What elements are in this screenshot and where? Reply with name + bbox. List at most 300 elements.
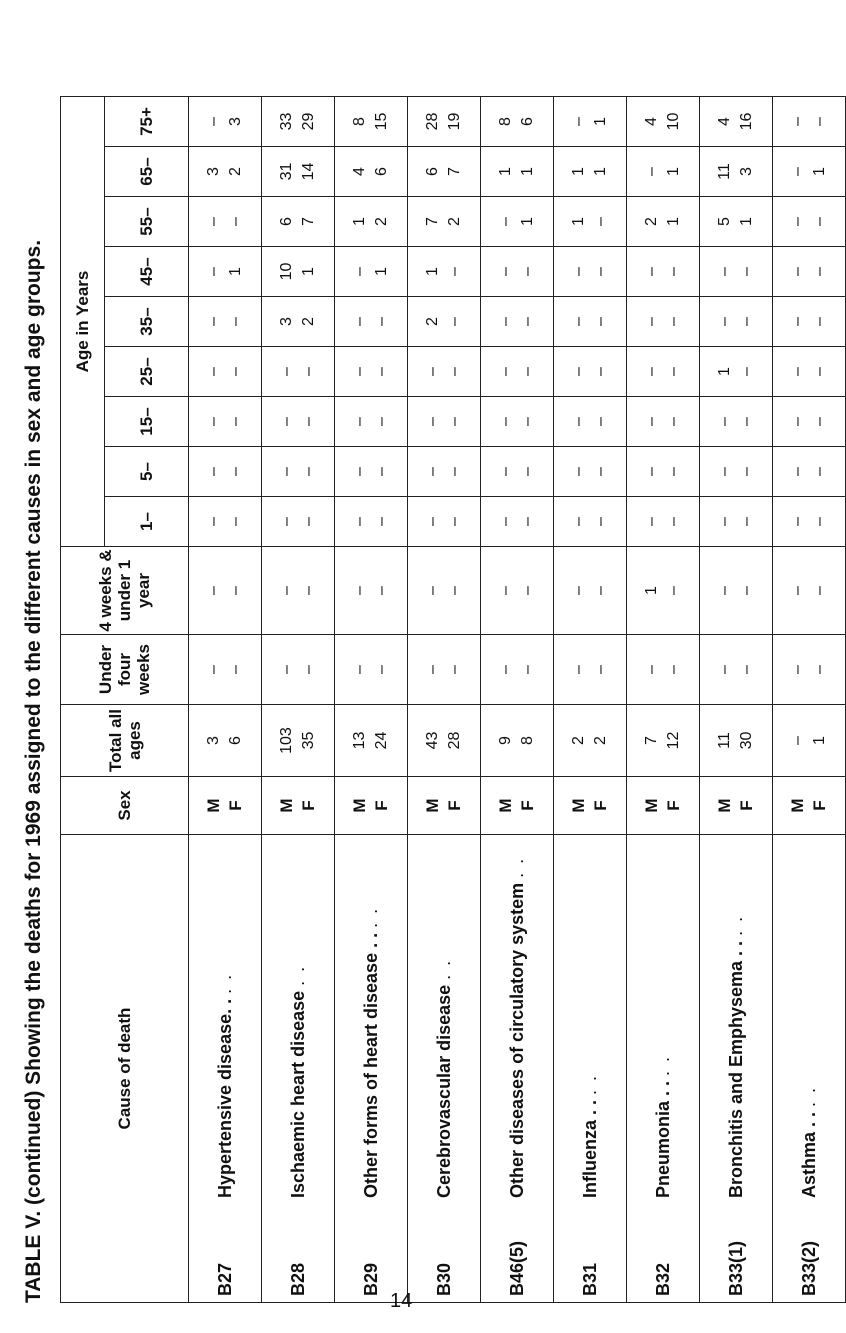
value-cell [335,447,408,497]
value-m: – [570,367,587,376]
value-f: – [665,586,682,595]
value-m: 9 [497,736,514,745]
value-m: 28 [424,112,441,131]
value-cell [189,197,262,247]
value-m: – [643,665,660,674]
value-m: 13 [351,731,368,750]
sex-label-f: F [591,800,610,811]
header-total [61,705,189,777]
value-f: 2 [446,217,463,226]
value-f: 14 [300,162,317,181]
cause-cell [189,835,262,1303]
sex-label-m: M [496,798,515,813]
value-cell [189,347,262,397]
value-m: – [643,367,660,376]
value-f: – [738,665,755,674]
value-f: 7 [300,217,317,226]
value-m: – [424,665,441,674]
value-cell [481,635,554,705]
value-cell [408,97,481,147]
value-cell [262,147,335,197]
value-m: – [570,517,587,526]
value-f: – [519,417,536,426]
table-row [773,97,846,1303]
cause-code: B32 [652,1262,673,1296]
value-f: – [592,517,609,526]
value-f: – [227,367,244,376]
value-f: – [227,467,244,476]
value-cell [481,147,554,197]
sex-label-m: M [788,798,807,813]
value-cell [773,347,846,397]
value-m: 8 [351,117,368,126]
header-four-weeks-to-one-year-label: 4 weeks & under 1 year [96,549,153,632]
cause-cell [773,835,846,1303]
value-f: 30 [738,731,755,750]
value-cell [481,297,554,347]
sex-label-m: M [350,798,369,813]
value-cell [335,247,408,297]
value-f: – [811,367,828,376]
value-cell [700,97,773,147]
value-m: – [205,517,222,526]
value-f: – [738,467,755,476]
value-m: – [570,317,587,326]
value-f: – [592,467,609,476]
value-m: – [205,467,222,476]
cause-name: Pneumonia . . [652,1080,673,1198]
value-cell [262,547,335,635]
cause-leader-dots: . . [579,1073,600,1095]
value-f: 24 [373,731,390,750]
value-m: – [789,417,806,426]
cause-leader-dots: . . [725,914,746,936]
value-f: – [811,467,828,476]
value-m: – [716,586,733,595]
value-f: – [373,517,390,526]
value-cell [627,147,700,197]
value-m: 103 [278,727,295,754]
value-cell [627,197,700,247]
value-m: – [789,467,806,476]
sex-cell [481,777,554,835]
value-f: – [519,586,536,595]
cause-cell [262,835,335,1303]
value-f: – [811,317,828,326]
value-m: 4 [716,117,733,126]
table-title: TABLE V. (continued) Showing the deaths for 1969 assigned to the different causes in sex and age groups. [22,239,45,1303]
value-f: – [446,467,463,476]
value-m: – [789,317,806,326]
value-f: – [811,417,828,426]
value-f: – [373,317,390,326]
value-m: 2 [643,217,660,226]
value-f: – [446,586,463,595]
value-f: – [592,665,609,674]
table-row [627,97,700,1303]
value-f: – [519,517,536,526]
value-m: 11 [716,163,733,180]
value-f: – [373,586,390,595]
value-cell [335,97,408,147]
value-cell [335,397,408,447]
value-cell [262,705,335,777]
value-m: 1 [716,367,733,376]
value-f: – [300,665,317,674]
sex-cell [627,777,700,835]
value-f: – [738,586,755,595]
value-f: 1 [665,217,682,226]
value-m: – [278,586,295,595]
value-f: – [811,117,828,126]
header-under-four-weeks [61,635,189,705]
value-cell [554,497,627,547]
value-f: – [811,267,828,276]
value-f: 1 [519,167,536,176]
value-m: – [716,517,733,526]
value-f: – [227,517,244,526]
value-cell [700,397,773,447]
value-cell [481,447,554,497]
value-f: – [665,267,682,276]
value-m: – [205,217,222,226]
value-m: – [570,467,587,476]
deaths-table [60,96,846,1303]
value-cell [773,297,846,347]
header-under-four-weeks-label: Under four weeks [96,643,153,696]
value-cell [262,635,335,705]
value-f: – [665,367,682,376]
value-m: – [205,317,222,326]
value-m: – [278,367,295,376]
value-f: – [665,517,682,526]
cause-name: Ischaemic heart disease [287,990,308,1198]
header-age-in-years: Age in Years [61,97,105,547]
value-f: – [300,517,317,526]
value-cell [189,635,262,705]
value-f: – [665,467,682,476]
sex-label-m: M [423,798,442,813]
value-cell [700,497,773,547]
value-m: 33 [278,112,295,131]
value-m: – [497,317,514,326]
cause-cell [335,835,408,1303]
value-f: – [811,665,828,674]
value-f: 6 [373,167,390,176]
value-m: 8 [497,117,514,126]
header-sex: Sex [61,777,189,835]
value-f: – [227,586,244,595]
sex-label-f: F [299,800,318,811]
header-age-7: 65– [105,147,189,197]
value-f: – [592,317,609,326]
value-cell [627,347,700,397]
value-cell [627,547,700,635]
value-m: – [570,665,587,674]
value-m: 7 [643,736,660,745]
value-f: 3 [227,117,244,126]
cause-cell [408,835,481,1303]
value-cell [408,705,481,777]
value-m: – [205,665,222,674]
value-m: – [789,217,806,226]
value-f: 1 [373,267,390,276]
sex-label-f: F [372,800,391,811]
value-f: 1 [227,267,244,276]
value-cell [554,247,627,297]
value-m: – [570,417,587,426]
value-cell [408,547,481,635]
value-cell [335,297,408,347]
value-m: – [497,517,514,526]
value-m: 2 [424,317,441,326]
value-f: – [519,665,536,674]
value-f: 19 [446,112,463,131]
value-cell [554,347,627,397]
value-cell [773,97,846,147]
value-m: – [643,317,660,326]
value-m: 43 [424,731,441,750]
value-m: – [424,586,441,595]
value-m: – [789,517,806,526]
value-f: 2 [227,167,244,176]
value-f: 6 [519,117,536,126]
sex-label-m: M [277,798,296,813]
value-f: – [592,367,609,376]
value-cell [627,447,700,497]
value-f: – [665,317,682,326]
value-m: – [716,317,733,326]
value-f: – [446,517,463,526]
cause-leader-dots: . . [433,958,454,980]
value-f: – [300,467,317,476]
value-m: – [789,167,806,176]
value-m: – [351,467,368,476]
value-f: – [300,417,317,426]
value-m: 31 [278,162,295,181]
value-m: – [351,417,368,426]
value-f: – [446,317,463,326]
table-row [700,97,773,1303]
value-m: – [716,665,733,674]
value-cell [481,547,554,635]
value-cell [627,247,700,297]
value-m: – [278,665,295,674]
value-cell [481,197,554,247]
value-cell [335,635,408,705]
value-m: – [497,367,514,376]
value-cell [335,705,408,777]
value-cell [554,635,627,705]
value-cell [554,197,627,247]
value-f: 1 [738,217,755,226]
value-cell [627,497,700,547]
table-row [481,97,554,1303]
sex-label-f: F [664,800,683,811]
value-cell [408,397,481,447]
header-four-weeks-to-one-year [61,547,189,635]
value-cell [773,147,846,197]
value-m: 11 [716,732,733,749]
value-f: – [519,467,536,476]
value-cell [700,297,773,347]
cause-code: B30 [433,1262,454,1296]
sex-label-f: F [518,800,537,811]
cause-name: Other forms of heart disease . . [360,932,381,1198]
value-m: 4 [351,167,368,176]
value-cell [773,497,846,547]
value-cell [700,247,773,297]
value-cell [627,397,700,447]
value-f: – [227,317,244,326]
value-f: 3 [738,167,755,176]
value-cell [189,497,262,547]
page-number: 14 [390,1290,413,1312]
value-f: 1 [592,117,609,126]
cause-code: B31 [579,1262,600,1296]
value-cell [773,447,846,497]
header-age-2: 15– [105,397,189,447]
value-cell [700,447,773,497]
value-m: – [497,417,514,426]
value-f: 29 [300,112,317,131]
cause-name: Cerebrovascular disease [433,984,454,1198]
value-m: – [205,267,222,276]
value-f: 35 [300,731,317,750]
value-f: – [373,665,390,674]
value-f: 10 [665,112,682,131]
cause-cell [481,835,554,1303]
header-cause: Cause of death [61,835,189,1303]
value-f: 1 [811,167,828,176]
value-m: – [205,417,222,426]
value-cell [773,197,846,247]
table-row [335,97,408,1303]
value-m: – [351,317,368,326]
value-cell [773,397,846,447]
value-cell [700,147,773,197]
value-cell [262,247,335,297]
cause-cell [700,835,773,1303]
value-cell [335,147,408,197]
value-cell [335,497,408,547]
value-cell [773,635,846,705]
cause-name: Asthma . . [798,1111,819,1198]
sex-label-m: M [642,798,661,813]
value-cell [189,447,262,497]
value-cell [481,397,554,447]
sex-label-f: F [737,800,756,811]
value-f: – [811,217,828,226]
sex-cell [335,777,408,835]
value-f: – [592,586,609,595]
value-m: – [351,586,368,595]
value-m: 3 [205,736,222,745]
value-m: 2 [570,736,587,745]
value-cell [408,147,481,197]
value-cell [700,705,773,777]
value-f: 16 [738,112,755,131]
sex-cell [773,777,846,835]
value-m: 7 [424,217,441,226]
value-m: – [643,417,660,426]
value-cell [262,447,335,497]
value-cell [554,705,627,777]
value-m: 5 [716,217,733,226]
value-cell [189,247,262,297]
value-f: – [300,586,317,595]
value-cell [481,247,554,297]
value-f: – [373,367,390,376]
value-m: 4 [643,117,660,126]
sex-label-m: M [204,798,223,813]
value-m: 10 [278,262,295,281]
sex-cell [554,777,627,835]
value-cell [189,705,262,777]
cause-name: Bronchitis and Emphysema . . [725,940,746,1198]
value-m: – [570,586,587,595]
value-cell [554,547,627,635]
value-f: – [738,417,755,426]
value-f: 12 [665,731,682,750]
value-f: – [811,517,828,526]
value-f: 2 [373,217,390,226]
value-f: 2 [300,317,317,326]
value-f: – [373,467,390,476]
value-m: – [643,267,660,276]
value-m: – [424,467,441,476]
value-m: – [424,417,441,426]
value-f: – [665,417,682,426]
cause-cell [627,835,700,1303]
value-m: – [351,367,368,376]
cause-code: B28 [287,1262,308,1296]
value-f: – [738,517,755,526]
value-cell [700,197,773,247]
sex-cell [189,777,262,835]
value-f: – [811,586,828,595]
sex-label-f: F [445,800,464,811]
value-m: 1 [570,217,587,226]
value-m: – [497,586,514,595]
value-m: 3 [205,167,222,176]
value-cell [189,397,262,447]
value-m: – [716,267,733,276]
value-m: – [424,367,441,376]
value-f: – [592,267,609,276]
cause-leader-dots: . . [798,1085,819,1107]
value-m: – [789,665,806,674]
header-age-0: 1– [105,497,189,547]
value-m: – [643,467,660,476]
value-m: – [789,267,806,276]
value-cell [627,97,700,147]
value-f: – [446,267,463,276]
value-f: 7 [446,167,463,176]
value-cell [262,197,335,247]
value-m: 1 [497,167,514,176]
table-row [262,97,335,1303]
value-cell [700,635,773,705]
table-row [189,97,262,1303]
value-f: 1 [811,736,828,745]
value-f: 8 [519,736,536,745]
value-m: – [351,267,368,276]
value-m: – [643,167,660,176]
value-m: – [278,417,295,426]
value-f: 2 [592,736,609,745]
value-m: – [789,117,806,126]
